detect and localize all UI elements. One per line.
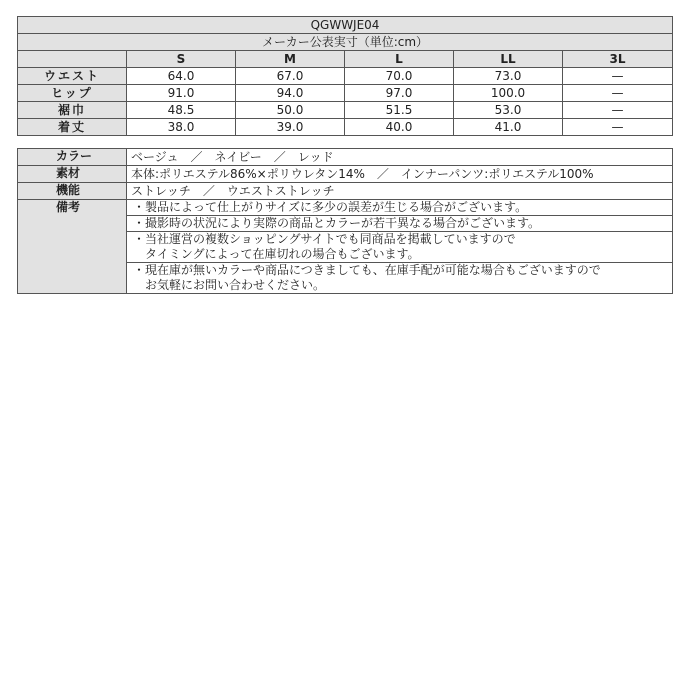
measurement-value: 41.0 [454,119,563,136]
spec-label-notes: 備考 [18,200,127,294]
note-item [127,200,673,216]
size-header: LL [454,51,563,68]
measurement-value: 70.0 [345,68,454,85]
measurement-value: — [563,102,673,119]
note-line: ・製品によって仕上がりサイズに多少の誤差が生じる場合がございます。 [133,200,528,214]
measurement-value: 39.0 [236,119,345,136]
size-header: L [345,51,454,68]
note-line: タイミングによって在庫切れの場合もございます。 [133,247,420,261]
size-header-corner [18,51,127,68]
measurement-value: 48.5 [127,102,236,119]
spec-label-color: カラー [18,149,127,166]
measurement-value: 94.0 [236,85,345,102]
size-header: 3L [563,51,673,68]
measurement-row-hem [18,102,673,119]
measurement-value: 73.0 [454,68,563,85]
note-item [127,232,673,263]
measurement-row-hip [18,85,673,102]
size-table-title: メーカー公表実寸（単位:cm） [18,34,673,51]
measurement-value: — [563,119,673,136]
spec-row-material [18,166,673,183]
measurement-value: 53.0 [454,102,563,119]
note-line: お気軽にお問い合わせください。 [133,278,326,292]
size-header: M [236,51,345,68]
measurement-value: 67.0 [236,68,345,85]
product-code-row [18,17,673,34]
measurement-value: 64.0 [127,68,236,85]
measurement-label: ヒップ [18,85,127,102]
measurement-value: 38.0 [127,119,236,136]
spec-value-color: ベージュ ／ ネイビー ／ レッド [127,149,673,166]
measurement-value: 97.0 [345,85,454,102]
measurement-label: 裾巾 [18,102,127,119]
note-item [127,216,673,232]
spec-row-function [18,183,673,200]
spec-value-material: 本体:ポリエステル86%×ポリウレタン14% ／ インナーパンツ:ポリエステル100% [127,166,673,183]
measurement-label: ウエスト [18,68,127,85]
size-table [17,16,673,136]
measurement-value: 100.0 [454,85,563,102]
spec-table [17,148,673,294]
spec-label-material: 素材 [18,166,127,183]
measurement-value: 51.5 [345,102,454,119]
note-line: ・当社運営の複数ショッピングサイトでも同商品を掲載していますので [133,232,516,246]
size-header: S [127,51,236,68]
note-item [127,263,673,294]
size-header-row [18,51,673,68]
note-row [18,200,673,216]
measurement-row-length [18,119,673,136]
spec-row-color [18,149,673,166]
note-line: ・現在庫が無いカラーや商品につきましても、在庫手配が可能な場合もございますので [133,263,601,277]
measurement-row-waist [18,68,673,85]
size-table-title-row [18,34,673,51]
measurement-value: — [563,85,673,102]
measurement-value: 50.0 [236,102,345,119]
measurement-value: 40.0 [345,119,454,136]
measurement-label: 着丈 [18,119,127,136]
measurement-value: 91.0 [127,85,236,102]
spec-label-function: 機能 [18,183,127,200]
measurement-value: — [563,68,673,85]
spec-value-function: ストレッチ ／ ウエストストレッチ [127,183,673,200]
product-code: QGWWJE04 [18,17,673,34]
note-line: ・撮影時の状況により実際の商品とカラーが若干異なる場合がございます。 [133,216,541,230]
